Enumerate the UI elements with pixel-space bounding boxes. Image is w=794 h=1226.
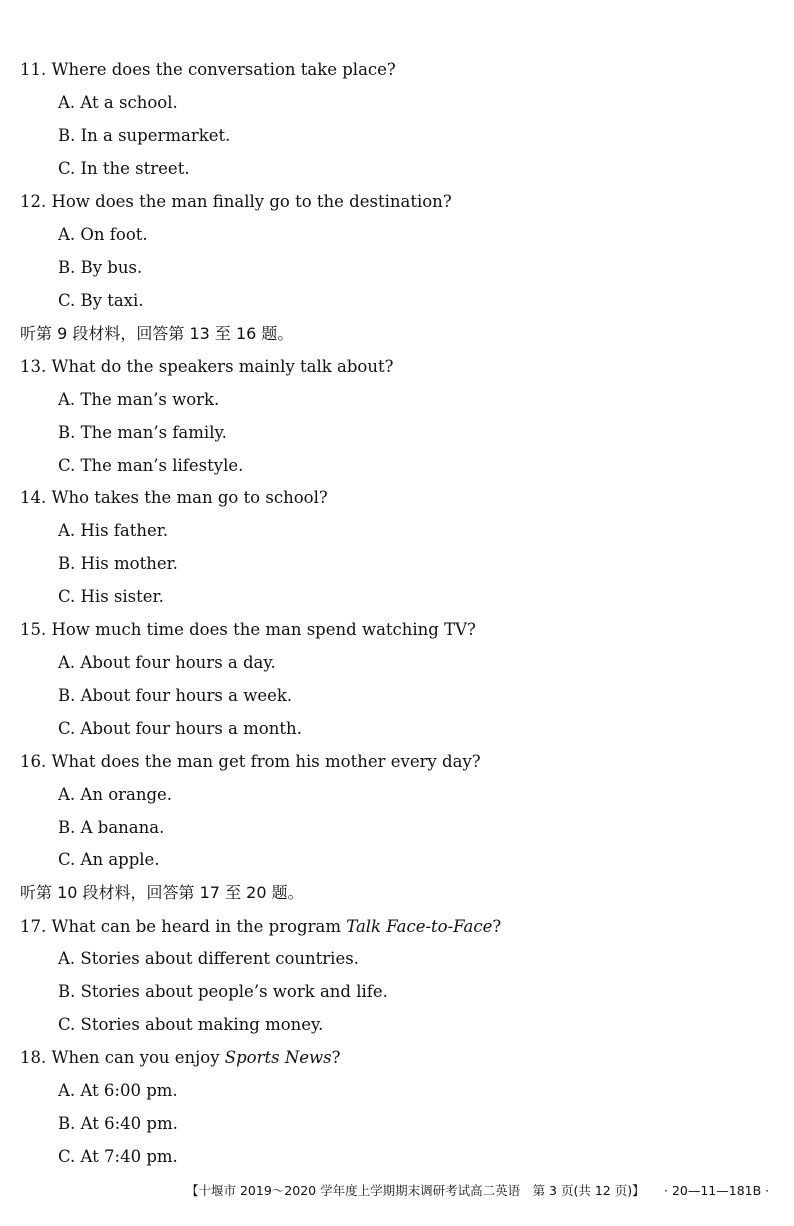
question-16-stem: 16. What does the man get from his mother every day? <box>20 752 481 771</box>
question-12-option-a: A. On foot. <box>58 225 148 244</box>
question-11-option-b: B. In a supermarket. <box>58 126 231 145</box>
program-title-sports-news: Sports News <box>224 1048 332 1067</box>
question-14-option-c: C. His sister. <box>58 587 164 606</box>
question-15-option-b: B. About four hours a week. <box>58 686 293 705</box>
page-footer-info: 【十堰市 2019～2020 学年度上学期期末调研考试高二英语 第 3 页(共 12 页)】 <box>186 1183 645 1198</box>
question-13-option-b: B. The man’s family. <box>58 423 227 442</box>
question-18-stem-suffix: ? <box>331 1048 341 1067</box>
question-18-option-a: A. At 6:00 pm. <box>58 1081 178 1100</box>
question-17-stem-suffix: ? <box>492 917 502 936</box>
section-10-instruction: 听第 10 段材料，回答第 17 至 20 题。 <box>20 883 304 902</box>
question-12-option-c: C. By taxi. <box>58 291 144 310</box>
question-14-stem: 14. Who takes the man go to school? <box>20 488 328 507</box>
program-title-talk-face-to-face: Talk Face-to-Face <box>346 917 493 936</box>
page-footer-code: · 20—11—181B · <box>664 1183 770 1198</box>
question-13-option-c: C. The man’s lifestyle. <box>58 456 244 475</box>
question-14-option-a: A. His father. <box>58 521 169 540</box>
question-16-option-a: A. An orange. <box>58 785 173 804</box>
question-18-stem <box>20 1048 340 1068</box>
question-16-option-c: C. An apple. <box>58 850 160 869</box>
question-15-option-a: A. About four hours a day. <box>58 653 276 672</box>
question-11-option-a: A. At a school. <box>58 93 178 112</box>
question-12-stem: 12. How does the man finally go to the destination? <box>20 192 452 211</box>
question-18-option-b: B. At 6:40 pm. <box>58 1114 178 1133</box>
question-17-option-c: C. Stories about making money. <box>58 1015 324 1034</box>
question-18-stem-prefix: 18. When can you enjoy <box>20 1048 225 1067</box>
question-17-stem-prefix: 17. What can be heard in the program <box>20 917 347 936</box>
question-15-option-c: C. About four hours a month. <box>58 719 302 738</box>
question-15-stem: 15. How much time does the man spend watching TV? <box>20 620 476 639</box>
question-17-option-a: A. Stories about different countries. <box>58 949 359 968</box>
question-17-stem <box>20 917 501 937</box>
question-14-option-b: B. His mother. <box>58 554 178 573</box>
question-11-option-c: C. In the street. <box>58 159 190 178</box>
question-16-option-b: B. A banana. <box>58 818 165 837</box>
question-12-option-b: B. By bus. <box>58 258 143 277</box>
section-9-instruction: 听第 9 段材料，回答第 13 至 16 题。 <box>20 324 294 343</box>
question-11-stem: 11. Where does the conversation take place? <box>20 60 396 79</box>
question-13-stem: 13. What do the speakers mainly talk about? <box>20 357 394 376</box>
question-18-option-c: C. At 7:40 pm. <box>58 1147 178 1166</box>
question-17-option-b: B. Stories about people’s work and life. <box>58 982 388 1001</box>
question-13-option-a: A. The man’s work. <box>58 390 220 409</box>
